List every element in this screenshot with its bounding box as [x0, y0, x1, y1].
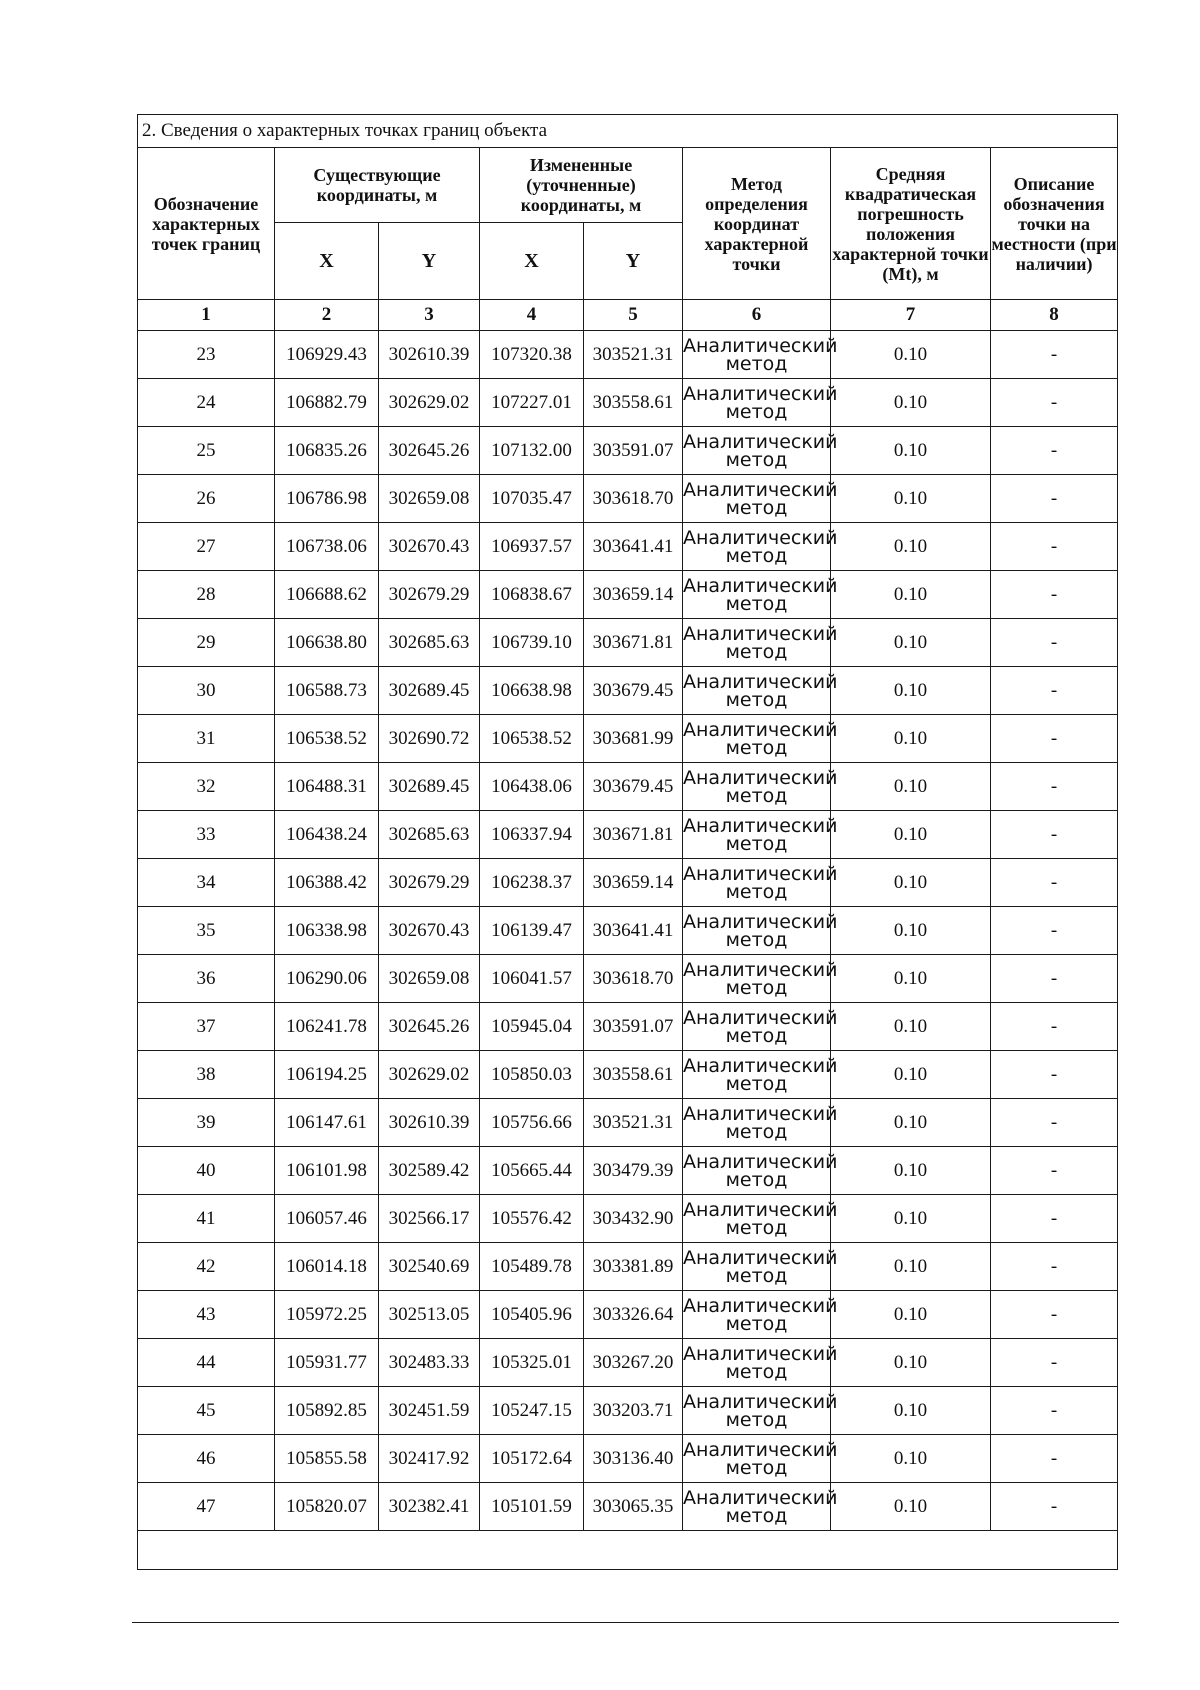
- point-number-cell: 33: [138, 811, 275, 859]
- changed-y-cell: 303521.31: [584, 331, 683, 379]
- column-number: 8: [991, 300, 1118, 331]
- existing-y-cell: 302685.63: [379, 811, 480, 859]
- existing-x-cell: 106882.79: [275, 379, 379, 427]
- changed-x-cell: 106438.06: [480, 763, 584, 811]
- method-cell: Аналитический метод: [683, 1291, 831, 1339]
- column-number: 4: [480, 300, 584, 331]
- changed-x-cell: 105756.66: [480, 1099, 584, 1147]
- changed-y-cell: 303659.14: [584, 571, 683, 619]
- point-number-cell: 30: [138, 667, 275, 715]
- method-cell: Аналитический метод: [683, 1483, 831, 1531]
- method-cell: Аналитический метод: [683, 331, 831, 379]
- error-cell: 0.10: [831, 379, 991, 427]
- section-title: 2. Сведения о характерных точках границ объекта: [138, 115, 1118, 148]
- point-number-cell: 23: [138, 331, 275, 379]
- existing-x-cell: 105931.77: [275, 1339, 379, 1387]
- error-cell: 0.10: [831, 475, 991, 523]
- bottom-rule: [132, 1622, 1119, 1623]
- description-cell: -: [991, 907, 1118, 955]
- boundary-points-table: [137, 114, 1118, 1570]
- method-cell: Аналитический метод: [683, 715, 831, 763]
- column-number: 3: [379, 300, 480, 331]
- existing-y-cell: 302417.92: [379, 1435, 480, 1483]
- existing-x-cell: 106338.98: [275, 907, 379, 955]
- existing-x-cell: 106438.24: [275, 811, 379, 859]
- table-row: [138, 715, 1118, 763]
- error-cell: 0.10: [831, 1483, 991, 1531]
- changed-y-cell: 303479.39: [584, 1147, 683, 1195]
- existing-y-cell: 302483.33: [379, 1339, 480, 1387]
- existing-x-cell: 106101.98: [275, 1147, 379, 1195]
- existing-y-cell: 302610.39: [379, 331, 480, 379]
- table-row: [138, 619, 1118, 667]
- point-number-cell: 41: [138, 1195, 275, 1243]
- point-number-cell: 26: [138, 475, 275, 523]
- existing-y-cell: 302589.42: [379, 1147, 480, 1195]
- error-cell: 0.10: [831, 1003, 991, 1051]
- method-cell: Аналитический метод: [683, 907, 831, 955]
- error-cell: 0.10: [831, 955, 991, 1003]
- section-title-row: [138, 115, 1118, 148]
- existing-y-cell: 302659.08: [379, 955, 480, 1003]
- changed-x-cell: 105325.01: [480, 1339, 584, 1387]
- description-cell: -: [991, 331, 1118, 379]
- point-number-cell: 27: [138, 523, 275, 571]
- error-cell: 0.10: [831, 427, 991, 475]
- changed-x-cell: 105172.64: [480, 1435, 584, 1483]
- error-cell: 0.10: [831, 1291, 991, 1339]
- method-cell: Аналитический метод: [683, 1243, 831, 1291]
- existing-x-cell: 106538.52: [275, 715, 379, 763]
- description-cell: -: [991, 811, 1118, 859]
- table-row: [138, 571, 1118, 619]
- point-number-cell: 43: [138, 1291, 275, 1339]
- point-number-cell: 46: [138, 1435, 275, 1483]
- existing-x-cell: 106929.43: [275, 331, 379, 379]
- header-method: Метод определения координат характерной точки: [683, 148, 831, 300]
- changed-x-cell: 106937.57: [480, 523, 584, 571]
- existing-y-cell: 302610.39: [379, 1099, 480, 1147]
- error-cell: 0.10: [831, 1387, 991, 1435]
- table-row: [138, 523, 1118, 571]
- method-cell: Аналитический метод: [683, 1435, 831, 1483]
- existing-x-cell: 106638.80: [275, 619, 379, 667]
- table-row: [138, 1339, 1118, 1387]
- description-cell: -: [991, 1243, 1118, 1291]
- point-number-cell: 44: [138, 1339, 275, 1387]
- description-cell: -: [991, 1435, 1118, 1483]
- header-changed-coords: Измененные (уточненные) координаты, м: [480, 148, 683, 223]
- existing-y-cell: 302566.17: [379, 1195, 480, 1243]
- column-number: 7: [831, 300, 991, 331]
- header-existing-x: X: [275, 223, 379, 300]
- existing-x-cell: 106488.31: [275, 763, 379, 811]
- error-cell: 0.10: [831, 1339, 991, 1387]
- table-row: [138, 1387, 1118, 1435]
- existing-x-cell: 105855.58: [275, 1435, 379, 1483]
- description-cell: -: [991, 1195, 1118, 1243]
- existing-y-cell: 302670.43: [379, 907, 480, 955]
- changed-x-cell: 106638.98: [480, 667, 584, 715]
- existing-y-cell: 302629.02: [379, 1051, 480, 1099]
- method-cell: Аналитический метод: [683, 955, 831, 1003]
- changed-y-cell: 303591.07: [584, 1003, 683, 1051]
- changed-y-cell: 303641.41: [584, 523, 683, 571]
- changed-y-cell: 303618.70: [584, 955, 683, 1003]
- existing-y-cell: 302659.08: [379, 475, 480, 523]
- changed-x-cell: 105665.44: [480, 1147, 584, 1195]
- existing-x-cell: 106241.78: [275, 1003, 379, 1051]
- error-cell: 0.10: [831, 1099, 991, 1147]
- existing-y-cell: 302689.45: [379, 667, 480, 715]
- error-cell: 0.10: [831, 1243, 991, 1291]
- description-cell: -: [991, 715, 1118, 763]
- header-row-top: [138, 148, 1118, 223]
- table-row: [138, 1051, 1118, 1099]
- changed-x-cell: 106238.37: [480, 859, 584, 907]
- changed-x-cell: 106739.10: [480, 619, 584, 667]
- point-number-cell: 29: [138, 619, 275, 667]
- description-cell: -: [991, 1483, 1118, 1531]
- method-cell: Аналитический метод: [683, 859, 831, 907]
- description-cell: -: [991, 1051, 1118, 1099]
- existing-x-cell: 106194.25: [275, 1051, 379, 1099]
- empty-footer-cell: [138, 1531, 1118, 1570]
- table-row: [138, 1099, 1118, 1147]
- existing-x-cell: 106290.06: [275, 955, 379, 1003]
- point-number-cell: 34: [138, 859, 275, 907]
- table-row: [138, 1291, 1118, 1339]
- changed-x-cell: 105945.04: [480, 1003, 584, 1051]
- header-description: Описание обозначения точки на местности (при наличии): [991, 148, 1118, 300]
- changed-x-cell: 105101.59: [480, 1483, 584, 1531]
- error-cell: 0.10: [831, 859, 991, 907]
- changed-y-cell: 303432.90: [584, 1195, 683, 1243]
- table-row: [138, 955, 1118, 1003]
- table-row: [138, 907, 1118, 955]
- method-cell: Аналитический метод: [683, 619, 831, 667]
- point-number-cell: 28: [138, 571, 275, 619]
- error-cell: 0.10: [831, 523, 991, 571]
- existing-x-cell: 106588.73: [275, 667, 379, 715]
- error-cell: 0.10: [831, 331, 991, 379]
- description-cell: -: [991, 859, 1118, 907]
- method-cell: Аналитический метод: [683, 763, 831, 811]
- changed-x-cell: 106337.94: [480, 811, 584, 859]
- empty-footer-row: [138, 1531, 1118, 1570]
- error-cell: 0.10: [831, 667, 991, 715]
- changed-y-cell: 303558.61: [584, 1051, 683, 1099]
- changed-y-cell: 303641.41: [584, 907, 683, 955]
- method-cell: Аналитический метод: [683, 1387, 831, 1435]
- table-row: [138, 475, 1118, 523]
- changed-x-cell: 107035.47: [480, 475, 584, 523]
- changed-y-cell: 303136.40: [584, 1435, 683, 1483]
- existing-x-cell: 106388.42: [275, 859, 379, 907]
- method-cell: Аналитический метод: [683, 379, 831, 427]
- point-number-cell: 39: [138, 1099, 275, 1147]
- error-cell: 0.10: [831, 1147, 991, 1195]
- changed-y-cell: 303659.14: [584, 859, 683, 907]
- description-cell: -: [991, 427, 1118, 475]
- description-cell: -: [991, 1099, 1118, 1147]
- existing-x-cell: 106835.26: [275, 427, 379, 475]
- existing-x-cell: 105892.85: [275, 1387, 379, 1435]
- changed-y-cell: 303381.89: [584, 1243, 683, 1291]
- existing-y-cell: 302645.26: [379, 427, 480, 475]
- table-row: [138, 1483, 1118, 1531]
- changed-x-cell: 105576.42: [480, 1195, 584, 1243]
- description-cell: -: [991, 1339, 1118, 1387]
- method-cell: Аналитический метод: [683, 1195, 831, 1243]
- point-number-cell: 32: [138, 763, 275, 811]
- table-row: [138, 1147, 1118, 1195]
- method-cell: Аналитический метод: [683, 1051, 831, 1099]
- existing-x-cell: 106688.62: [275, 571, 379, 619]
- error-cell: 0.10: [831, 1195, 991, 1243]
- column-number: 1: [138, 300, 275, 331]
- description-cell: -: [991, 667, 1118, 715]
- existing-x-cell: 105972.25: [275, 1291, 379, 1339]
- point-number-cell: 47: [138, 1483, 275, 1531]
- method-cell: Аналитический метод: [683, 811, 831, 859]
- table-body: [138, 331, 1118, 1531]
- error-cell: 0.10: [831, 1051, 991, 1099]
- changed-y-cell: 303618.70: [584, 475, 683, 523]
- error-cell: 0.10: [831, 619, 991, 667]
- point-number-cell: 24: [138, 379, 275, 427]
- error-cell: 0.10: [831, 715, 991, 763]
- description-cell: -: [991, 955, 1118, 1003]
- changed-y-cell: 303681.99: [584, 715, 683, 763]
- changed-y-cell: 303679.45: [584, 667, 683, 715]
- point-number-cell: 40: [138, 1147, 275, 1195]
- column-number: 6: [683, 300, 831, 331]
- existing-y-cell: 302670.43: [379, 523, 480, 571]
- header-existing-coords: Существующие координаты, м: [275, 148, 480, 223]
- changed-y-cell: 303558.61: [584, 379, 683, 427]
- existing-y-cell: 302679.29: [379, 859, 480, 907]
- method-cell: Аналитический метод: [683, 1147, 831, 1195]
- existing-x-cell: 106738.06: [275, 523, 379, 571]
- changed-y-cell: 303065.35: [584, 1483, 683, 1531]
- existing-x-cell: 106147.61: [275, 1099, 379, 1147]
- method-cell: Аналитический метод: [683, 523, 831, 571]
- method-cell: Аналитический метод: [683, 427, 831, 475]
- table-row: [138, 331, 1118, 379]
- changed-y-cell: 303671.81: [584, 811, 683, 859]
- description-cell: -: [991, 1291, 1118, 1339]
- description-cell: -: [991, 1147, 1118, 1195]
- method-cell: Аналитический метод: [683, 1003, 831, 1051]
- point-number-cell: 25: [138, 427, 275, 475]
- existing-x-cell: 105820.07: [275, 1483, 379, 1531]
- changed-x-cell: 106139.47: [480, 907, 584, 955]
- header-changed-y: Y: [584, 223, 683, 300]
- changed-y-cell: 303591.07: [584, 427, 683, 475]
- changed-x-cell: 105247.15: [480, 1387, 584, 1435]
- changed-x-cell: 107132.00: [480, 427, 584, 475]
- existing-x-cell: 106786.98: [275, 475, 379, 523]
- changed-x-cell: 105850.03: [480, 1051, 584, 1099]
- changed-x-cell: 105405.96: [480, 1291, 584, 1339]
- point-number-cell: 35: [138, 907, 275, 955]
- error-cell: 0.10: [831, 763, 991, 811]
- description-cell: -: [991, 619, 1118, 667]
- column-number: 5: [584, 300, 683, 331]
- table-row: [138, 379, 1118, 427]
- column-number-row: [138, 300, 1118, 331]
- changed-x-cell: 105489.78: [480, 1243, 584, 1291]
- existing-y-cell: 302689.45: [379, 763, 480, 811]
- description-cell: -: [991, 475, 1118, 523]
- existing-x-cell: 106014.18: [275, 1243, 379, 1291]
- changed-x-cell: 106538.52: [480, 715, 584, 763]
- point-number-cell: 38: [138, 1051, 275, 1099]
- table-row: [138, 1243, 1118, 1291]
- existing-y-cell: 302451.59: [379, 1387, 480, 1435]
- existing-y-cell: 302513.05: [379, 1291, 480, 1339]
- table-row: [138, 667, 1118, 715]
- changed-y-cell: 303521.31: [584, 1099, 683, 1147]
- error-cell: 0.10: [831, 571, 991, 619]
- changed-y-cell: 303326.64: [584, 1291, 683, 1339]
- header-designation: Обозначение характерных точек границ: [138, 148, 275, 300]
- description-cell: -: [991, 763, 1118, 811]
- column-number: 2: [275, 300, 379, 331]
- point-number-cell: 31: [138, 715, 275, 763]
- table-row: [138, 1003, 1118, 1051]
- table-row: [138, 1195, 1118, 1243]
- point-number-cell: 36: [138, 955, 275, 1003]
- changed-y-cell: 303203.71: [584, 1387, 683, 1435]
- changed-y-cell: 303267.20: [584, 1339, 683, 1387]
- method-cell: Аналитический метод: [683, 571, 831, 619]
- point-number-cell: 45: [138, 1387, 275, 1435]
- error-cell: 0.10: [831, 811, 991, 859]
- existing-y-cell: 302685.63: [379, 619, 480, 667]
- table-row: [138, 859, 1118, 907]
- header-changed-x: X: [480, 223, 584, 300]
- changed-y-cell: 303671.81: [584, 619, 683, 667]
- description-cell: -: [991, 571, 1118, 619]
- header-error: Средняя квадратическая погрешность положения характерной точки (Mt), м: [831, 148, 991, 300]
- method-cell: Аналитический метод: [683, 1339, 831, 1387]
- description-cell: -: [991, 1387, 1118, 1435]
- table-row: [138, 1435, 1118, 1483]
- error-cell: 0.10: [831, 1435, 991, 1483]
- method-cell: Аналитический метод: [683, 667, 831, 715]
- changed-x-cell: 107320.38: [480, 331, 584, 379]
- description-cell: -: [991, 523, 1118, 571]
- method-cell: Аналитический метод: [683, 475, 831, 523]
- header-existing-y: Y: [379, 223, 480, 300]
- existing-y-cell: 302382.41: [379, 1483, 480, 1531]
- existing-y-cell: 302645.26: [379, 1003, 480, 1051]
- point-number-cell: 42: [138, 1243, 275, 1291]
- table-row: [138, 763, 1118, 811]
- error-cell: 0.10: [831, 907, 991, 955]
- existing-y-cell: 302690.72: [379, 715, 480, 763]
- description-cell: -: [991, 379, 1118, 427]
- existing-y-cell: 302679.29: [379, 571, 480, 619]
- method-cell: Аналитический метод: [683, 1099, 831, 1147]
- description-cell: -: [991, 1003, 1118, 1051]
- changed-x-cell: 107227.01: [480, 379, 584, 427]
- table-row: [138, 811, 1118, 859]
- point-number-cell: 37: [138, 1003, 275, 1051]
- existing-x-cell: 106057.46: [275, 1195, 379, 1243]
- table-row: [138, 427, 1118, 475]
- changed-x-cell: 106838.67: [480, 571, 584, 619]
- existing-y-cell: 302540.69: [379, 1243, 480, 1291]
- changed-y-cell: 303679.45: [584, 763, 683, 811]
- changed-x-cell: 106041.57: [480, 955, 584, 1003]
- existing-y-cell: 302629.02: [379, 379, 480, 427]
